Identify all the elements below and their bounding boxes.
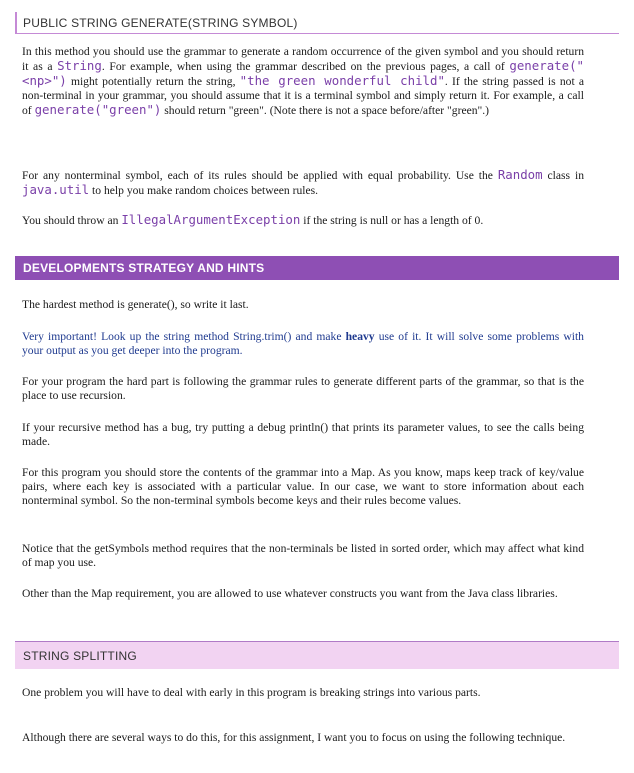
exception-paragraph xyxy=(22,213,584,228)
text-run: might potentially return the string, xyxy=(66,75,240,88)
generate-description-paragraph xyxy=(22,45,584,118)
hint-paragraph: For this program you should store the contents of the grammar into a Map. As you know, maps keep track of key/value pairs, where each key is associated with a particular value. In our case, we want to store information about each nonterminal symbol. So the non-terminal symbols become keys and their rules become values. xyxy=(22,466,584,507)
text-run: For any nonterminal symbol, each of its rules should be applied with equal probability. Use the xyxy=(22,169,498,182)
text-run: You should throw an xyxy=(22,214,122,227)
section-heading-developments: DEVELOPMENTS STRATEGY AND HINTS xyxy=(15,256,619,280)
text-run: . If the string passed is not a non-terminal in your grammar, you should assume that it is a terminal symbol and simply return it. For example, a call of xyxy=(22,75,584,117)
splitting-paragraph: One problem you will have to deal with early in this program is breaking strings into various parts. xyxy=(22,686,481,699)
hint-paragraph: Other than the Map requirement, you are allowed to use whatever constructs you want from the Java class libraries. xyxy=(22,587,558,600)
code-illegal-argument-exception: IllegalArgumentException xyxy=(121,212,301,227)
emphasis-heavy: heavy xyxy=(345,330,375,343)
code-java-util: java.util xyxy=(22,182,90,197)
text-run: In this method you should use the grammar to generate a random occurrence of the given symbol and you should return it as a xyxy=(22,45,584,73)
text-run: use of it. It will solve some problems with your output as you get deeper into the program. xyxy=(22,330,584,357)
important-trim-paragraph xyxy=(22,330,584,358)
section-heading-string-splitting: STRING SPLITTING xyxy=(15,641,619,669)
text-run: . For example, when using the grammar described on the previous pages, a call of xyxy=(101,60,510,73)
text-run: class in xyxy=(542,169,584,182)
hint-paragraph: For your program the hard part is following the grammar rules to generate different parts of the grammar, so that is the place to use recursion. xyxy=(22,375,584,402)
code-generate-green: generate("green") xyxy=(34,102,162,117)
hint-paragraph: If your recursive method has a bug, try putting a debug println() that prints its parameter values, to see the calls being made. xyxy=(22,421,584,448)
code-example-output: "the green wonderful child" xyxy=(239,73,445,88)
code-string: String xyxy=(57,58,102,73)
splitting-paragraph: Although there are several ways to do this, for this assignment, I want you to focus on using the following technique. xyxy=(22,731,566,744)
code-generate-np: generate("<np>") xyxy=(22,58,584,88)
code-random: Random xyxy=(497,167,543,182)
text-run: if the string is null or has a length of 0. xyxy=(300,214,484,227)
hint-paragraph: The hardest method is generate(), so write it last. xyxy=(22,298,249,311)
text-run: to help you make random choices between rules. xyxy=(89,184,319,197)
random-probability-paragraph xyxy=(22,168,584,198)
text-run: Very important! Look up the string method String.trim() and make xyxy=(22,330,346,343)
hint-paragraph: Notice that the getSymbols method requires that the non-terminals be listed in sorted order, which may affect what kind of map you use. xyxy=(22,542,584,569)
section-heading-generate: PUBLIC STRING GENERATE(STRING SYMBOL) xyxy=(15,12,619,34)
text-run: should return "green". (Note there is not a space before/after "green".) xyxy=(161,104,490,117)
